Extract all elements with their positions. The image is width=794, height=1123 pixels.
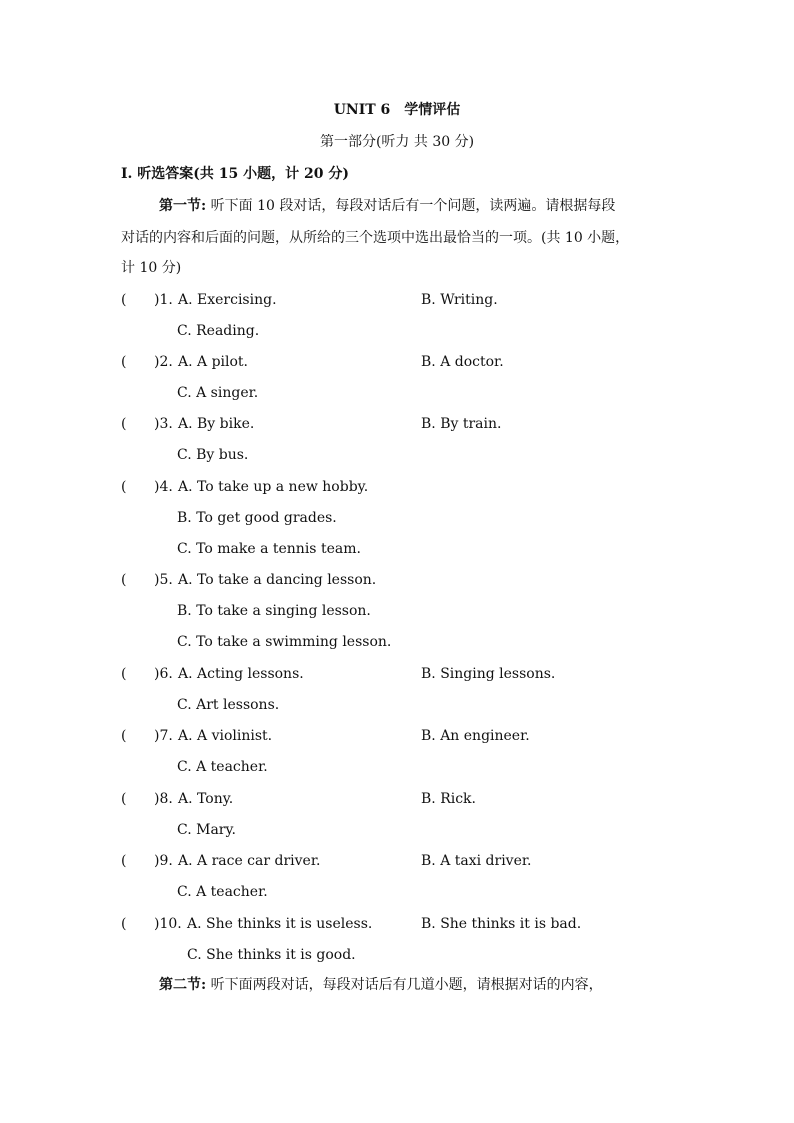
- option-c: C. She thinks it is good.: [187, 947, 356, 963]
- part1-instruction-line1: [159, 196, 615, 216]
- question-number: )10.: [154, 916, 182, 932]
- question-number: )6.: [154, 666, 173, 682]
- option-b: B. By train.: [421, 416, 502, 432]
- question-number: )2.: [154, 354, 173, 370]
- page-subtitle: 第一部分(听力 共 30 分): [319, 134, 475, 150]
- question-number: )5.: [154, 572, 173, 588]
- option-a: A. To take up a new hobby.: [178, 479, 369, 495]
- option-b: B. A doctor.: [421, 354, 504, 370]
- part2-text: 听下面两段对话，每段对话后有几道小题，请根据对话的内容，: [210, 977, 603, 993]
- option-b: B. To take a singing lesson.: [177, 603, 371, 619]
- question-number: )9.: [154, 853, 173, 869]
- answer-paren: (: [121, 572, 127, 588]
- option-c: C. A singer.: [177, 385, 259, 401]
- question-number: )7.: [154, 728, 173, 744]
- option-b: B. A taxi driver.: [421, 853, 532, 869]
- part1-text: 听下面 10 段对话，每段对话后有一个问题，读两遍。请根据每段: [210, 198, 616, 214]
- question-number: )1.: [154, 292, 173, 308]
- option-a: A. A pilot.: [178, 354, 248, 370]
- option-c: C. By bus.: [177, 447, 249, 463]
- answer-paren: (: [121, 479, 127, 495]
- answer-paren: (: [121, 791, 127, 807]
- answer-paren: (: [121, 728, 127, 744]
- answer-paren: (: [121, 354, 127, 370]
- section-heading: Ⅰ. 听选答案(共 15 小题，计 20 分): [121, 166, 350, 182]
- question-number: )8.: [154, 791, 173, 807]
- answer-paren: (: [121, 853, 127, 869]
- option-b: B. An engineer.: [421, 728, 530, 744]
- option-a: A. Tony.: [178, 791, 234, 807]
- page-title: UNIT 6 学情评估: [333, 102, 461, 118]
- option-c: C. Mary.: [177, 822, 236, 838]
- option-b: B. To get good grades.: [177, 510, 337, 526]
- option-c: C. To make a tennis team.: [177, 541, 361, 557]
- option-a: A. Exercising.: [178, 292, 277, 308]
- part2-instruction: [159, 975, 603, 995]
- option-b: B. Rick.: [421, 791, 476, 807]
- option-b: B. She thinks it is bad.: [421, 916, 582, 932]
- part1-label: 第一节:: [159, 198, 207, 214]
- option-a: A. To take a dancing lesson.: [178, 572, 377, 588]
- option-b: B. Writing.: [421, 292, 498, 308]
- part1-instruction-line2: 对话的内容和后面的问题，从所给的三个选项中选出最恰当的一项。(共 10 小题，: [121, 230, 630, 246]
- option-a: A. By bike.: [178, 416, 255, 432]
- option-c: C. A teacher.: [177, 884, 268, 900]
- question-number: )3.: [154, 416, 173, 432]
- option-a: A. A race car driver.: [178, 853, 321, 869]
- option-b: B. Singing lessons.: [421, 666, 556, 682]
- option-c: C. Art lessons.: [177, 697, 280, 713]
- part2-label: 第二节:: [159, 977, 207, 993]
- part1-instruction-line3: 计 10 分): [121, 260, 182, 276]
- option-c: C. A teacher.: [177, 759, 268, 775]
- question-number: )4.: [154, 479, 173, 495]
- option-a: A. A violinist.: [178, 728, 273, 744]
- option-a: A. She thinks it is useless.: [187, 916, 373, 932]
- answer-paren: (: [121, 666, 127, 682]
- option-c: C. To take a swimming lesson.: [177, 634, 392, 650]
- answer-paren: (: [121, 416, 127, 432]
- answer-paren: (: [121, 916, 127, 932]
- option-c: C. Reading.: [177, 323, 260, 339]
- answer-paren: (: [121, 292, 127, 308]
- option-a: A. Acting lessons.: [178, 666, 304, 682]
